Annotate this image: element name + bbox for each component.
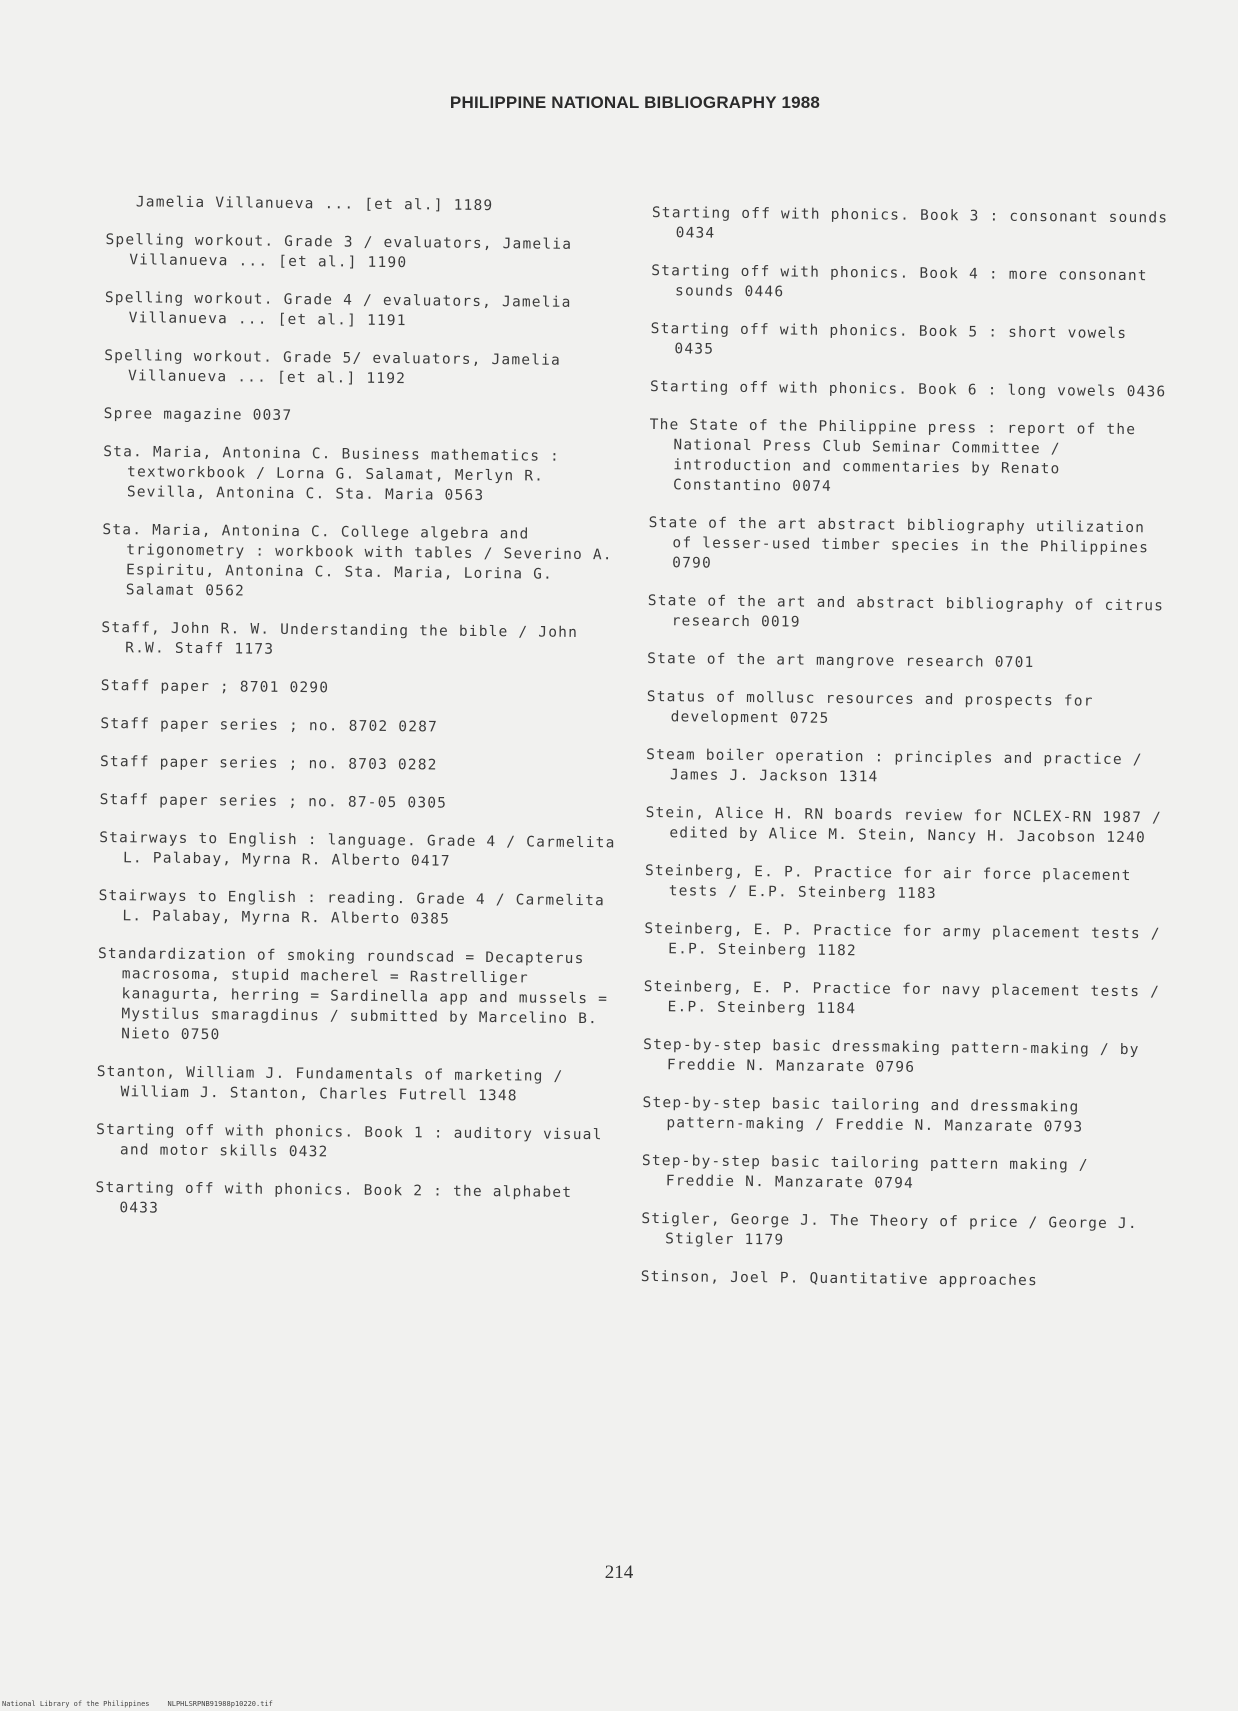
list-item: Stigler, George J. The Theory of price / George J. Stigler 1179 [641, 1210, 1138, 1249]
list-item: Stairways to English : language. Grade 4 / Carmelita L. Palabay, Myrna R. Alberto 0417 [99, 829, 616, 870]
right-column [640, 203, 1172, 1310]
list-item: Staff paper series ; no. 87-05 0305 [99, 791, 448, 812]
list-item: State of the art abstract bibliography utilization of lesser-used timber species in the Philippines 0790 [648, 514, 1150, 572]
list-item: Steinberg, E. P. Practice for air force placement tests / E.P. Steinberg 1183 [644, 862, 1132, 903]
list-item: Starting off with phonics. Book 6 : long vowels 0436 [649, 378, 1167, 401]
list-item: Steinberg, E. P. Practice for army placement tests / E.P. Steinberg 1182 [644, 920, 1161, 960]
left-column [95, 192, 626, 1241]
list-item: Starting off with phonics. Book 1 : auditory visual and motor skills 0432 [96, 1121, 603, 1161]
list-item: Step-by-step basic tailoring pattern making / Freddie N. Manzarate 0794 [641, 1152, 1089, 1192]
list-item: Starting off with phonics. Book 5 : short vowels 0435 [650, 320, 1128, 358]
list-item: Jamelia Villanueva ... [et al.] 1189 [135, 194, 494, 215]
list-item: Stein, Alice H. RN boards review for NCLEX-RN 1987 / edited by Alice M. Stein, Nancy H. Jacobson 1240 [645, 804, 1163, 847]
list-item: Steinberg, E. P. Practice for navy placement tests / E.P. Steinberg 1184 [643, 978, 1161, 1018]
list-item: State of the art mangrove research 0701 [647, 650, 1035, 672]
list-item: Spelling workout. Grade 5/ evaluators, Jamelia Villanueva ... [et al.] 1192 [104, 347, 562, 388]
footer-file: NLPHLSRPNB91988p10220.tif [167, 1700, 273, 1708]
page-title: PHILIPPINE NATIONAL BIBLIOGRAPHY 1988 [449, 93, 821, 112]
footer [2, 1700, 291, 1708]
list-item: Spelling workout. Grade 4 / evaluators, Jamelia Villanueva ... [et al.] 1191 [104, 289, 572, 330]
list-item: Staff, John R. W. Understanding the bible / John R.W. Staff 1173 [101, 619, 579, 658]
list-item: Status of mollusc resources and prospects for development 0725 [646, 688, 1094, 727]
list-item: The State of the Philippine press : report of the National Press Club Seminar Committee / introduction and commentaries by Renato Constantino 0074 [649, 416, 1137, 495]
list-item: Steam boiler operation : principles and practice / James J. Jackson 1314 [646, 746, 1143, 786]
list-item: Staff paper series ; no. 8703 0282 [99, 753, 438, 774]
list-item: Starting off with phonics. Book 3 : consonant sounds 0434 [651, 204, 1169, 242]
list-item: Sta. Maria, Antonina C. Business mathematics : textworkbook / Lorna G. Salamat, Merlyn R. Sevilla, Antonina C. Sta. Maria 0563 [103, 443, 561, 504]
list-item: Stairways to English : reading. Grade 4 / Carmelita L. Palabay, Myrna R. Alberto 0385 [98, 887, 606, 928]
list-item: Spelling workout. Grade 3 / evaluators, Jamelia Villanueva ... [et al.] 1190 [105, 231, 573, 272]
list-item: Sta. Maria, Antonina C. College algebra and trigonometry : workbook with tables / Severino A. Espiritu, Antonina C. Sta. Maria, Lorina G. Salamat 0562 [102, 521, 613, 600]
list-item: Stanton, William J. Fundamentals of marketing / William J. Stanton, Charles Futrell 1348 [96, 1063, 564, 1105]
footer-library: National Library of the Philippines [2, 1700, 150, 1708]
list-item: Starting off with phonics. Book 4 : more consonant sounds 0446 [651, 262, 1148, 301]
list-item: Staff paper ; 8701 0290 [100, 677, 330, 697]
list-item: State of the art and abstract bibliography of citrus research 0019 [647, 592, 1165, 631]
list-item: Step-by-step basic tailoring and dressmaking pattern-making / Freddie N. Manzarate 0793 [642, 1094, 1084, 1136]
list-item: Staff paper series ; no. 8702 0287 [100, 715, 439, 736]
list-item: Spree magazine 0037 [103, 405, 293, 424]
page-number: 214 [604, 1562, 634, 1583]
list-item: Step-by-step basic dressmaking pattern-making / by Freddie N. Manzarate 0796 [643, 1036, 1140, 1076]
list-item: Standardization of smoking roundscad = Decapterus macrosoma, stupid macherel = Rastrelliger kanagurta, herring = Sardinella app and mussels = Mystilus smaragdinus / submitted by Marcelino B. Nieto 0750 [97, 945, 609, 1044]
list-item: Starting off with phonics. Book 2 : the alphabet 0433 [95, 1179, 573, 1217]
list-item: Stinson, Joel P. Quantitative approaches [640, 1268, 1039, 1290]
